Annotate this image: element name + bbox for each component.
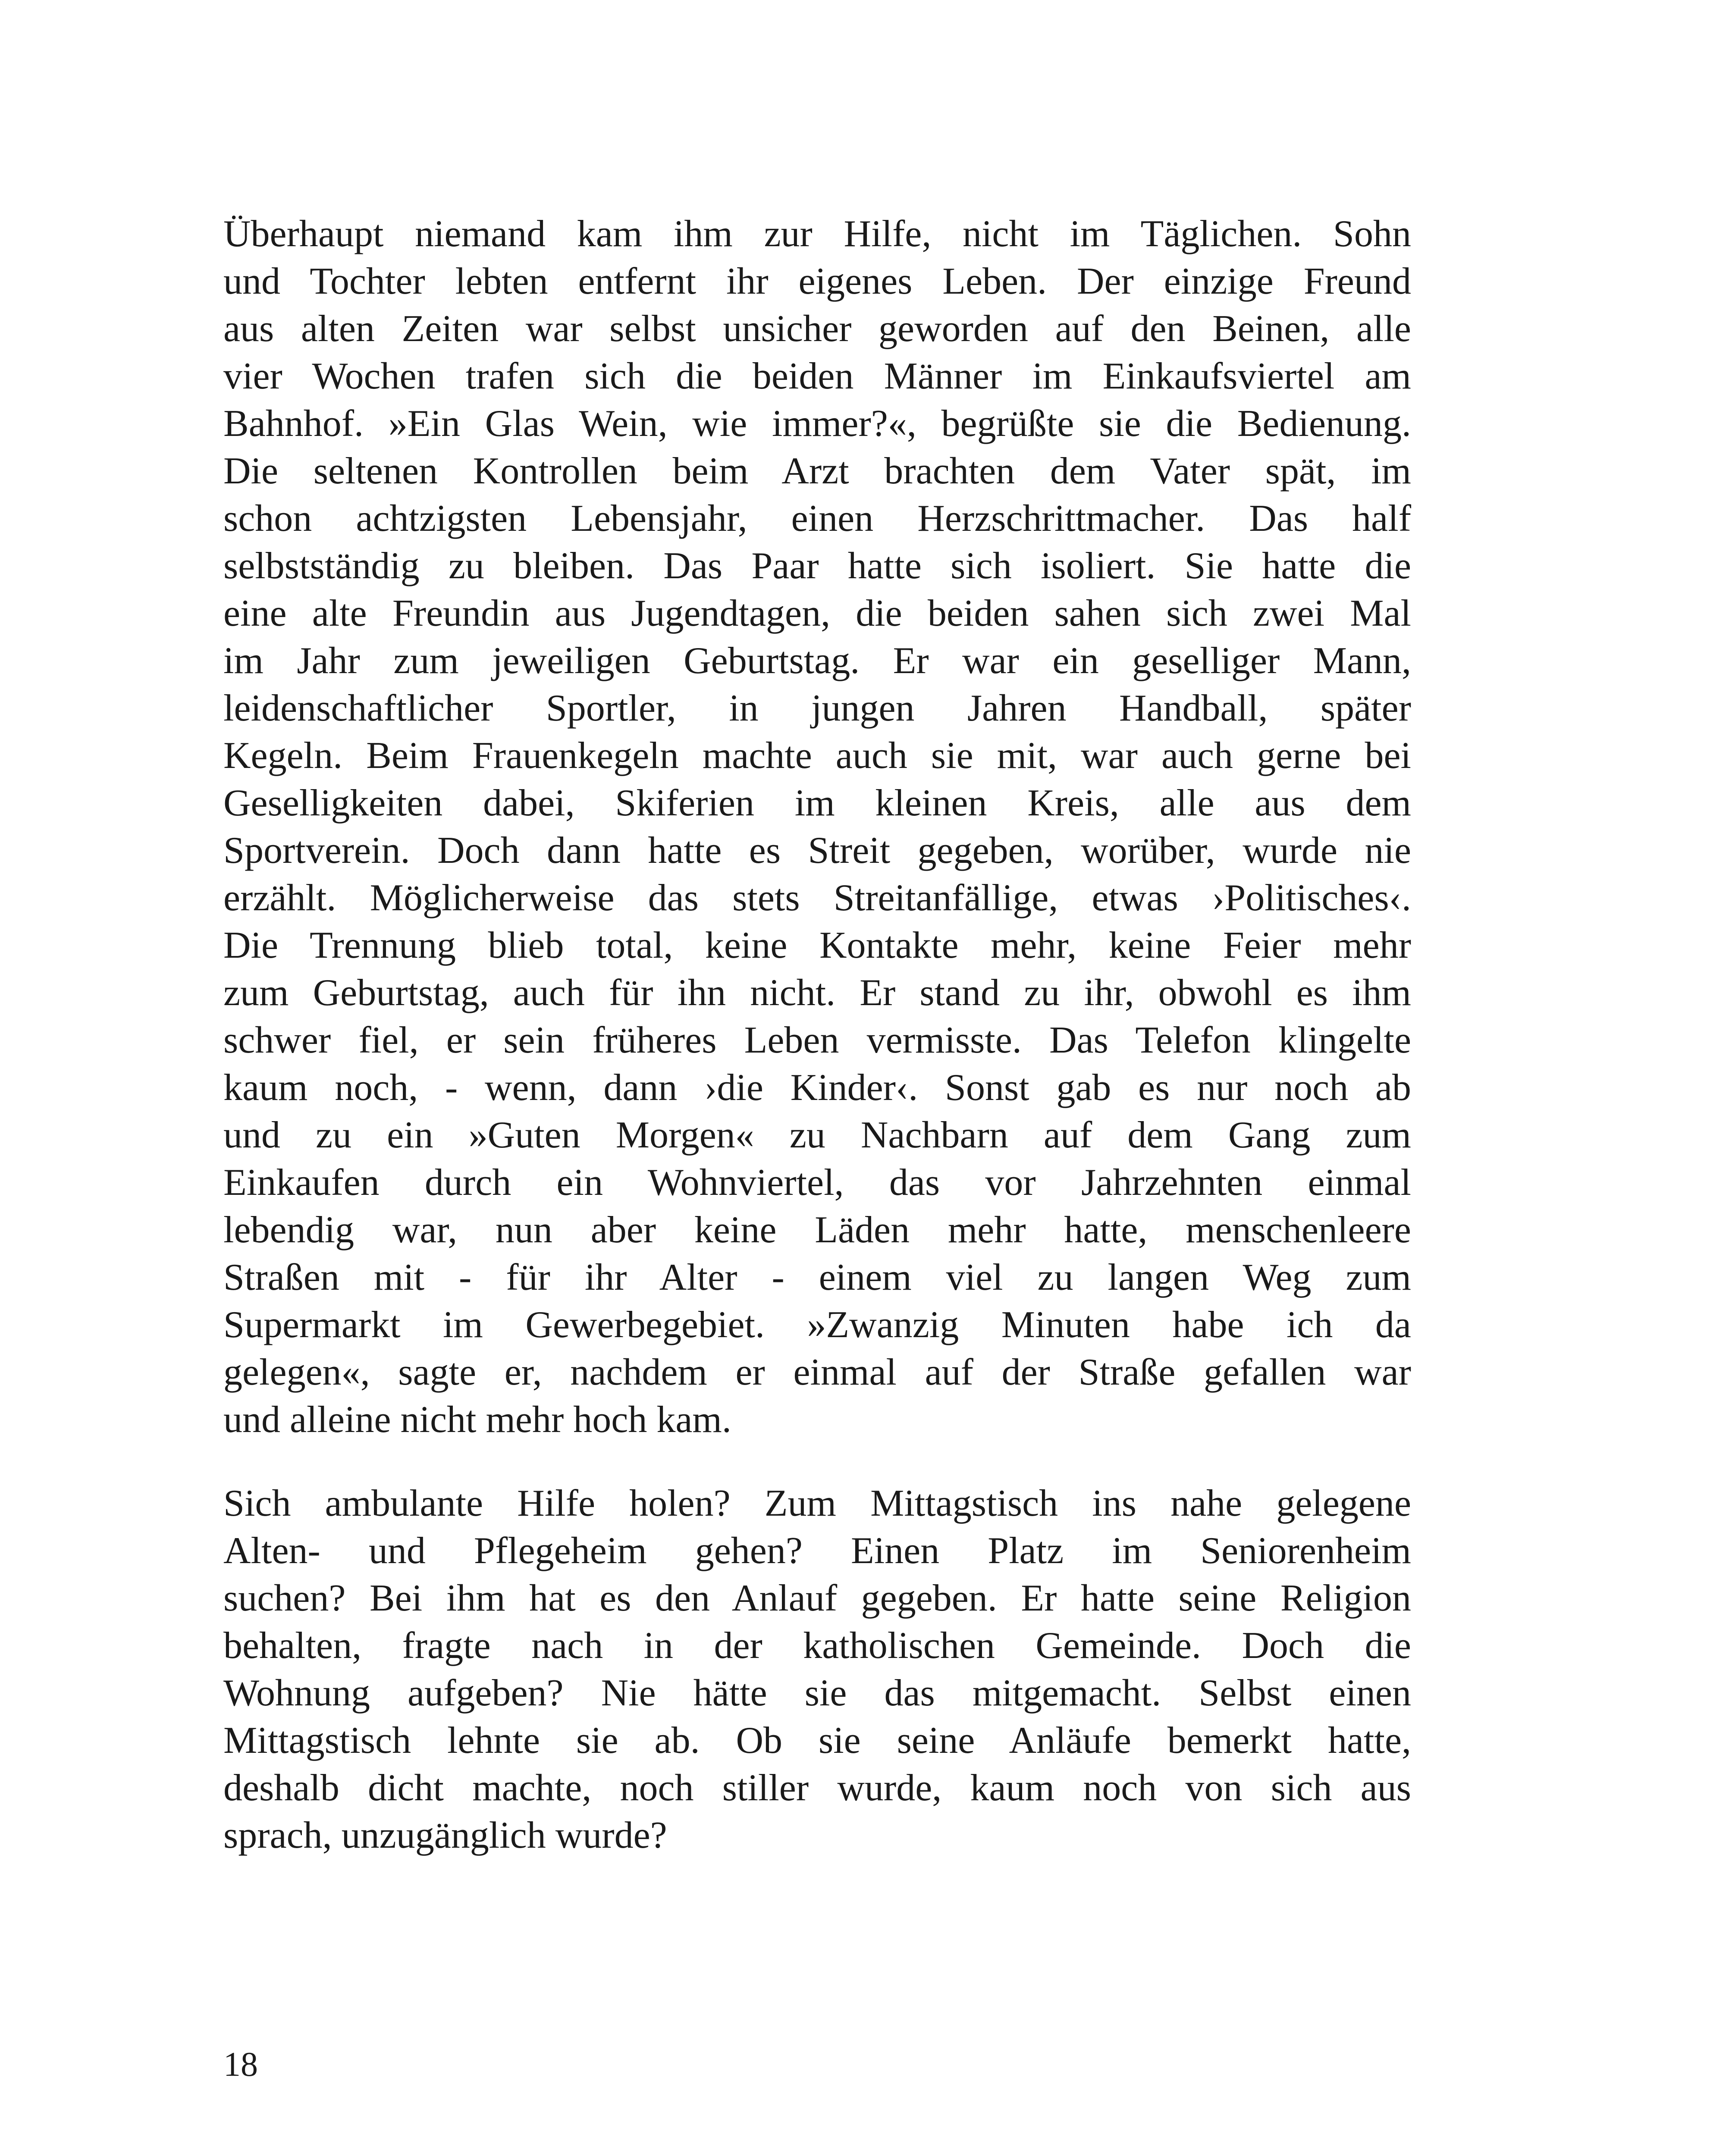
text-line: Sportverein. Doch dann hatte es Streit gegeben, worüber, wurde nie bbox=[223, 830, 1411, 871]
text-line: suchen? Bei ihm hat es den Anlauf gegeben. Er hatte seine Religion bbox=[223, 1577, 1411, 1619]
text-line: gelegen«, sagte er, nachdem er einmal auf der Straße gefallen war bbox=[223, 1351, 1411, 1393]
text-line: Die seltenen Kontrollen beim Arzt brachten dem Vater spät, im bbox=[223, 450, 1411, 492]
text-line: Wohnung aufgeben? Nie hätte sie das mitgemacht. Selbst einen bbox=[223, 1672, 1411, 1714]
paragraph-1 bbox=[223, 210, 1411, 1444]
text-line: zum Geburtstag, auch für ihn nicht. Er stand zu ihr, obwohl es ihm bbox=[223, 972, 1411, 1014]
paragraph-2 bbox=[223, 1480, 1411, 1859]
text-line: Supermarkt im Gewerbegebiet. »Zwanzig Minuten habe ich da bbox=[223, 1304, 1411, 1346]
text-line: und zu ein »Guten Morgen« zu Nachbarn auf dem Gang zum bbox=[223, 1114, 1411, 1156]
text-line: Die Trennung blieb total, keine Kontakte mehr, keine Feier mehr bbox=[223, 924, 1411, 966]
text-line: lebendig war, nun aber keine Läden mehr hatte, menschenleere bbox=[223, 1209, 1411, 1251]
text-line: erzählt. Möglicherweise das stets Streitanfällige, etwas ›Politisches‹. bbox=[223, 877, 1411, 919]
text-line: Einkaufen durch ein Wohnviertel, das vor Jahrzehnten einmal bbox=[223, 1162, 1411, 1203]
text-line: Sich ambulante Hilfe holen? Zum Mittagstisch ins nahe gelegene bbox=[223, 1482, 1411, 1524]
text-line: kaum noch, - wenn, dann ›die Kinder‹. Sonst gab es nur noch ab bbox=[223, 1067, 1411, 1109]
text-line: leidenschaftlicher Sportler, in jungen Jahren Handball, später bbox=[223, 687, 1411, 729]
text-line: Mittagstisch lehnte sie ab. Ob sie seine Anläufe bemerkt hatte, bbox=[223, 1720, 1411, 1761]
text-line: Überhaupt niemand kam ihm zur Hilfe, nicht im Täglichen. Sohn bbox=[223, 213, 1411, 255]
text-line: behalten, fragte nach in der katholischen Gemeinde. Doch die bbox=[223, 1625, 1411, 1667]
text-line: Straßen mit - für ihr Alter - einem viel zu langen Weg zum bbox=[223, 1257, 1411, 1298]
text-line: Bahnhof. »Ein Glas Wein, wie immer?«, begrüßte sie die Bedienung. bbox=[223, 403, 1411, 445]
text-line: schwer fiel, er sein früheres Leben vermisste. Das Telefon klingelte bbox=[223, 1019, 1411, 1061]
page-number: 18 bbox=[223, 2046, 258, 2084]
text-line: und Tochter lebten entfernt ihr eigenes Leben. Der einzige Freund bbox=[223, 260, 1411, 302]
text-line: aus alten Zeiten war selbst unsicher geworden auf den Beinen, alle bbox=[223, 308, 1411, 350]
text-line: vier Wochen trafen sich die beiden Männer im Einkaufsviertel am bbox=[223, 355, 1411, 397]
text-line: schon achtzigsten Lebensjahr, einen Herzschrittmacher. Das half bbox=[223, 498, 1411, 539]
text-line: eine alte Freundin aus Jugendtagen, die beiden sahen sich zwei Mal bbox=[223, 592, 1411, 634]
text-line: sprach, unzugänglich wurde? bbox=[223, 1814, 667, 1856]
text-line: Kegeln. Beim Frauenkegeln machte auch sie mit, war auch gerne bei bbox=[223, 735, 1411, 777]
text-line: und alleine nicht mehr hoch kam. bbox=[223, 1399, 731, 1441]
text-line: Alten- und Pflegeheim gehen? Einen Platz im Seniorenheim bbox=[223, 1530, 1411, 1572]
text-line: im Jahr zum jeweiligen Geburtstag. Er war ein geselliger Mann, bbox=[223, 640, 1411, 682]
text-line: deshalb dicht machte, noch stiller wurde, kaum noch von sich aus bbox=[223, 1767, 1411, 1809]
text-line: selbstständig zu bleiben. Das Paar hatte sich isoliert. Sie hatte die bbox=[223, 545, 1411, 587]
text-line: Geselligkeiten dabei, Skiferien im kleinen Kreis, alle aus dem bbox=[223, 782, 1411, 824]
